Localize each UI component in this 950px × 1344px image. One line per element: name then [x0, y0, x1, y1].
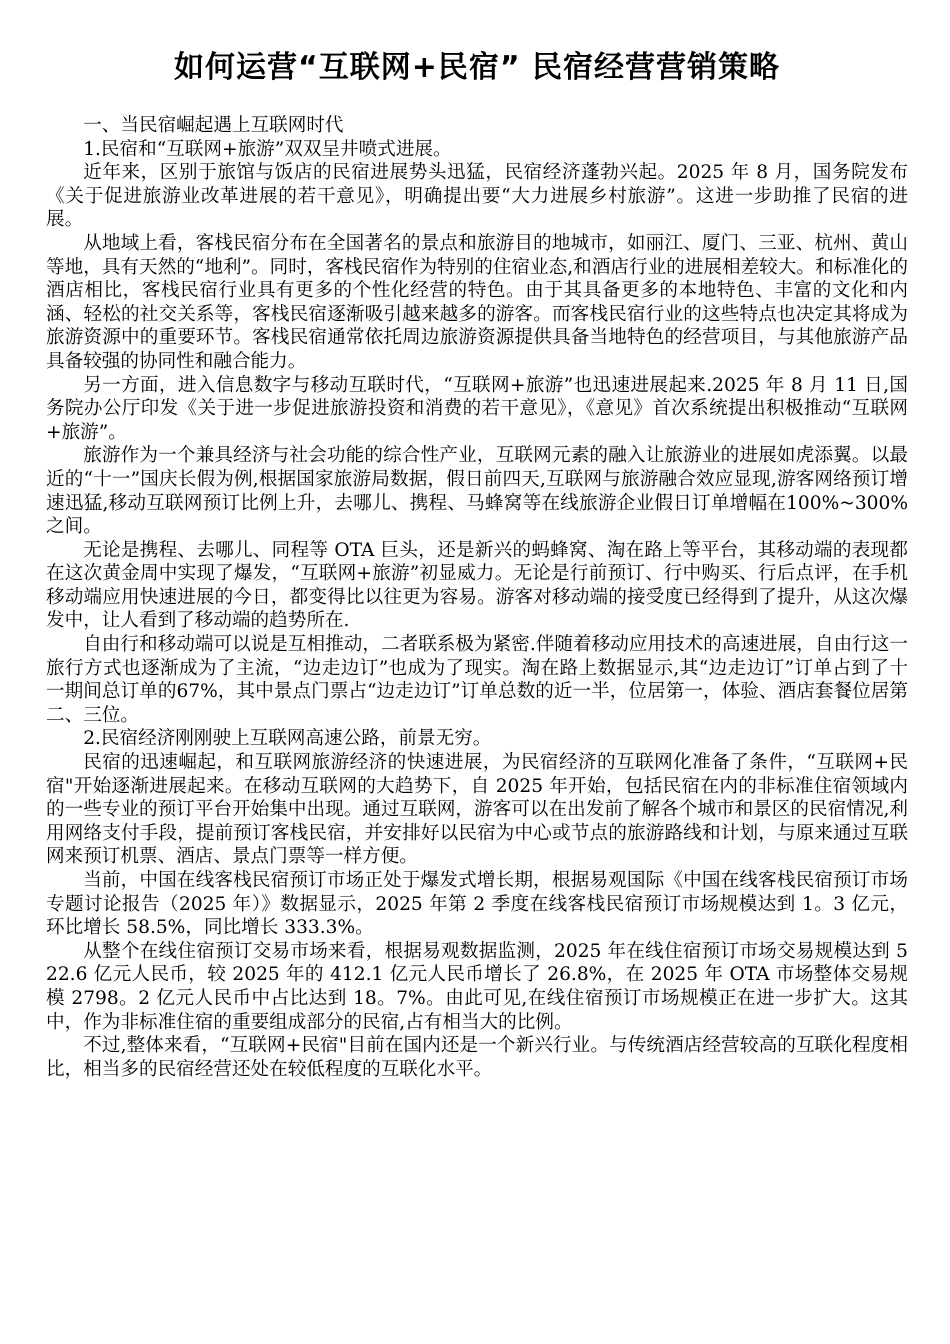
- body-paragraph: 当前，中国在线客栈民宿预订市场正处于爆发式增长期，根据易观国际《中国在线客栈民宿预订市场专题讨论报告（2025 年）》数据显示，2025 年第 2 季度在线客栈民宿预订市场规模达到 1。3 亿元，环比增长 58.5%，同比增长 333.3%。: [46, 870, 908, 939]
- document-page: [46, 48, 908, 1081]
- subsection-heading: 1.民宿和“互联网+旅游”双双呈井喷式进展。: [83, 138, 452, 160]
- subsection-heading: 2.民宿经济刚刚驶上互联网高速公路，前景无穷。: [83, 728, 492, 750]
- body-paragraph: 自由行和移动端可以说是互相推动，二者联系极为紧密.伴随着移动应用技术的高速进展，自由行这一旅行方式也逐渐成为了主流，“边走边订”也成为了现实。淘在路上数据显示,其“边走边订”订单占到了十一期间总订单的67%，其中景点门票占“边走边订”订单总数的近一半，位居第一，体验、酒店套餐位居第二、三位。: [46, 634, 908, 726]
- body-paragraph: 从地域上看，客栈民宿分布在全国著名的景点和旅游目的地城市，如丽江、厦门、三亚、杭州、黄山等地，具有天然的“地利”。同时，客栈民宿作为特别的住宿业态,和酒店行业的进展相差较大。和标准化的酒店相比，客栈民宿行业具有更多的个性化经营的特色。由于其具备更多的本地特色、丰富的文化和内涵、轻松的社交关系等，客栈民宿逐渐吸引越来越多的游客。而客栈民宿行业的这些特点也决定其将成为旅游资源中的重要环节。客栈民宿通常依托周边旅游资源提供具备当地特色的经营项目，与其他旅游产品具备较强的协同性和融合能力。: [46, 232, 908, 372]
- body-paragraph: 近年来，区别于旅馆与饭店的民宿进展势头迅猛，民宿经济蓬勃兴起。2025 年 8 月，国务院发布《关于促进旅游业改革进展的若干意见》，明确提出要“大力进展乡村旅游”。这进一步助推了民宿的进展。: [46, 162, 908, 231]
- body-paragraph: 无论是携程、去哪儿、同程等 OTA 巨头，还是新兴的蚂蜂窝、淘在路上等平台，其移动端的表现都在这次黄金周中实现了爆发，“互联网+旅游”初显威力。无论是行前预订、行中购买、行后点评，在手机移动端应用快速进展的今日，都变得比以往更为容易。游客对移动端的接受度已经得到了提升，从这次爆发中，让人看到了移动端的趋势所在.: [46, 539, 908, 632]
- body-paragraph: 另一方面，进入信息数字与移动互联时代，“互联网+旅游”也迅速进展起来.2025 年 8 月 11 日,国务院办公厅印发《关于进一步促进旅游投资和消费的若干意见》，《意见》首次系统提出积极推动“互联网+旅游”。: [46, 374, 908, 443]
- document-body: [46, 114, 908, 1081]
- body-paragraph: 旅游作为一个兼具经济与社会功能的综合性产业，互联网元素的融入让旅游业的进展如虎添翼。以最近的“十一”国庆长假为例,根据国家旅游局数据，假日前四天,互联网与旅游融合效应显现,游客网络预订增速迅猛,移动互联网预订比例上升，去哪儿、携程、马蜂窝等在线旅游企业假日订单增幅在100%~300%之间。: [46, 445, 908, 538]
- body-paragraph: 民宿的迅速崛起，和互联网旅游经济的快速进展，为民宿经济的互联网化准备了条件，“互联网+民宿"开始逐渐进展起来。在移动互联网的大趋势下，自 2025 年开始，包括民宿在内的非标准住宿领域内的一些专业的预订平台开始集中出现。通过互联网，游客可以在出发前了解各个城市和景区的民宿情况,利用网络支付手段，提前预订客栈民宿，并安排好以民宿为中心或节点的旅游路线和计划，与原来通过互联网来预订机票、酒店、景点门票等一样方便。: [46, 752, 908, 868]
- section-heading: 一、当民宿崛起遇上互联网时代: [83, 115, 344, 136]
- body-paragraph: 不过,整体来看，“互联网+民宿"目前在国内还是一个新兴行业。与传统酒店经营较高的互联化程度相比，相当多的民宿经营还处在较低程度的互联化水平。: [46, 1035, 908, 1080]
- body-paragraph: 从整个在线住宿预订交易市场来看，根据易观数据监测，2025 年在线住宿预订市场交易规模达到 522.6 亿元人民币，较 2025 年的 412.1 亿元人民币增长了 26.8%，在 2025 年 OTA 市场整体交易规模 2798。2 亿元人民币中占比达到 18。7%。由此可见,在线住宿预订市场规模正在进一步扩大。这其中，作为非标准住宿的重要组成部分的民宿,占有相当大的比例。: [46, 940, 908, 1033]
- document-title: 如何运营“互联网+民宿” 民宿经营营销策略: [173, 50, 780, 85]
